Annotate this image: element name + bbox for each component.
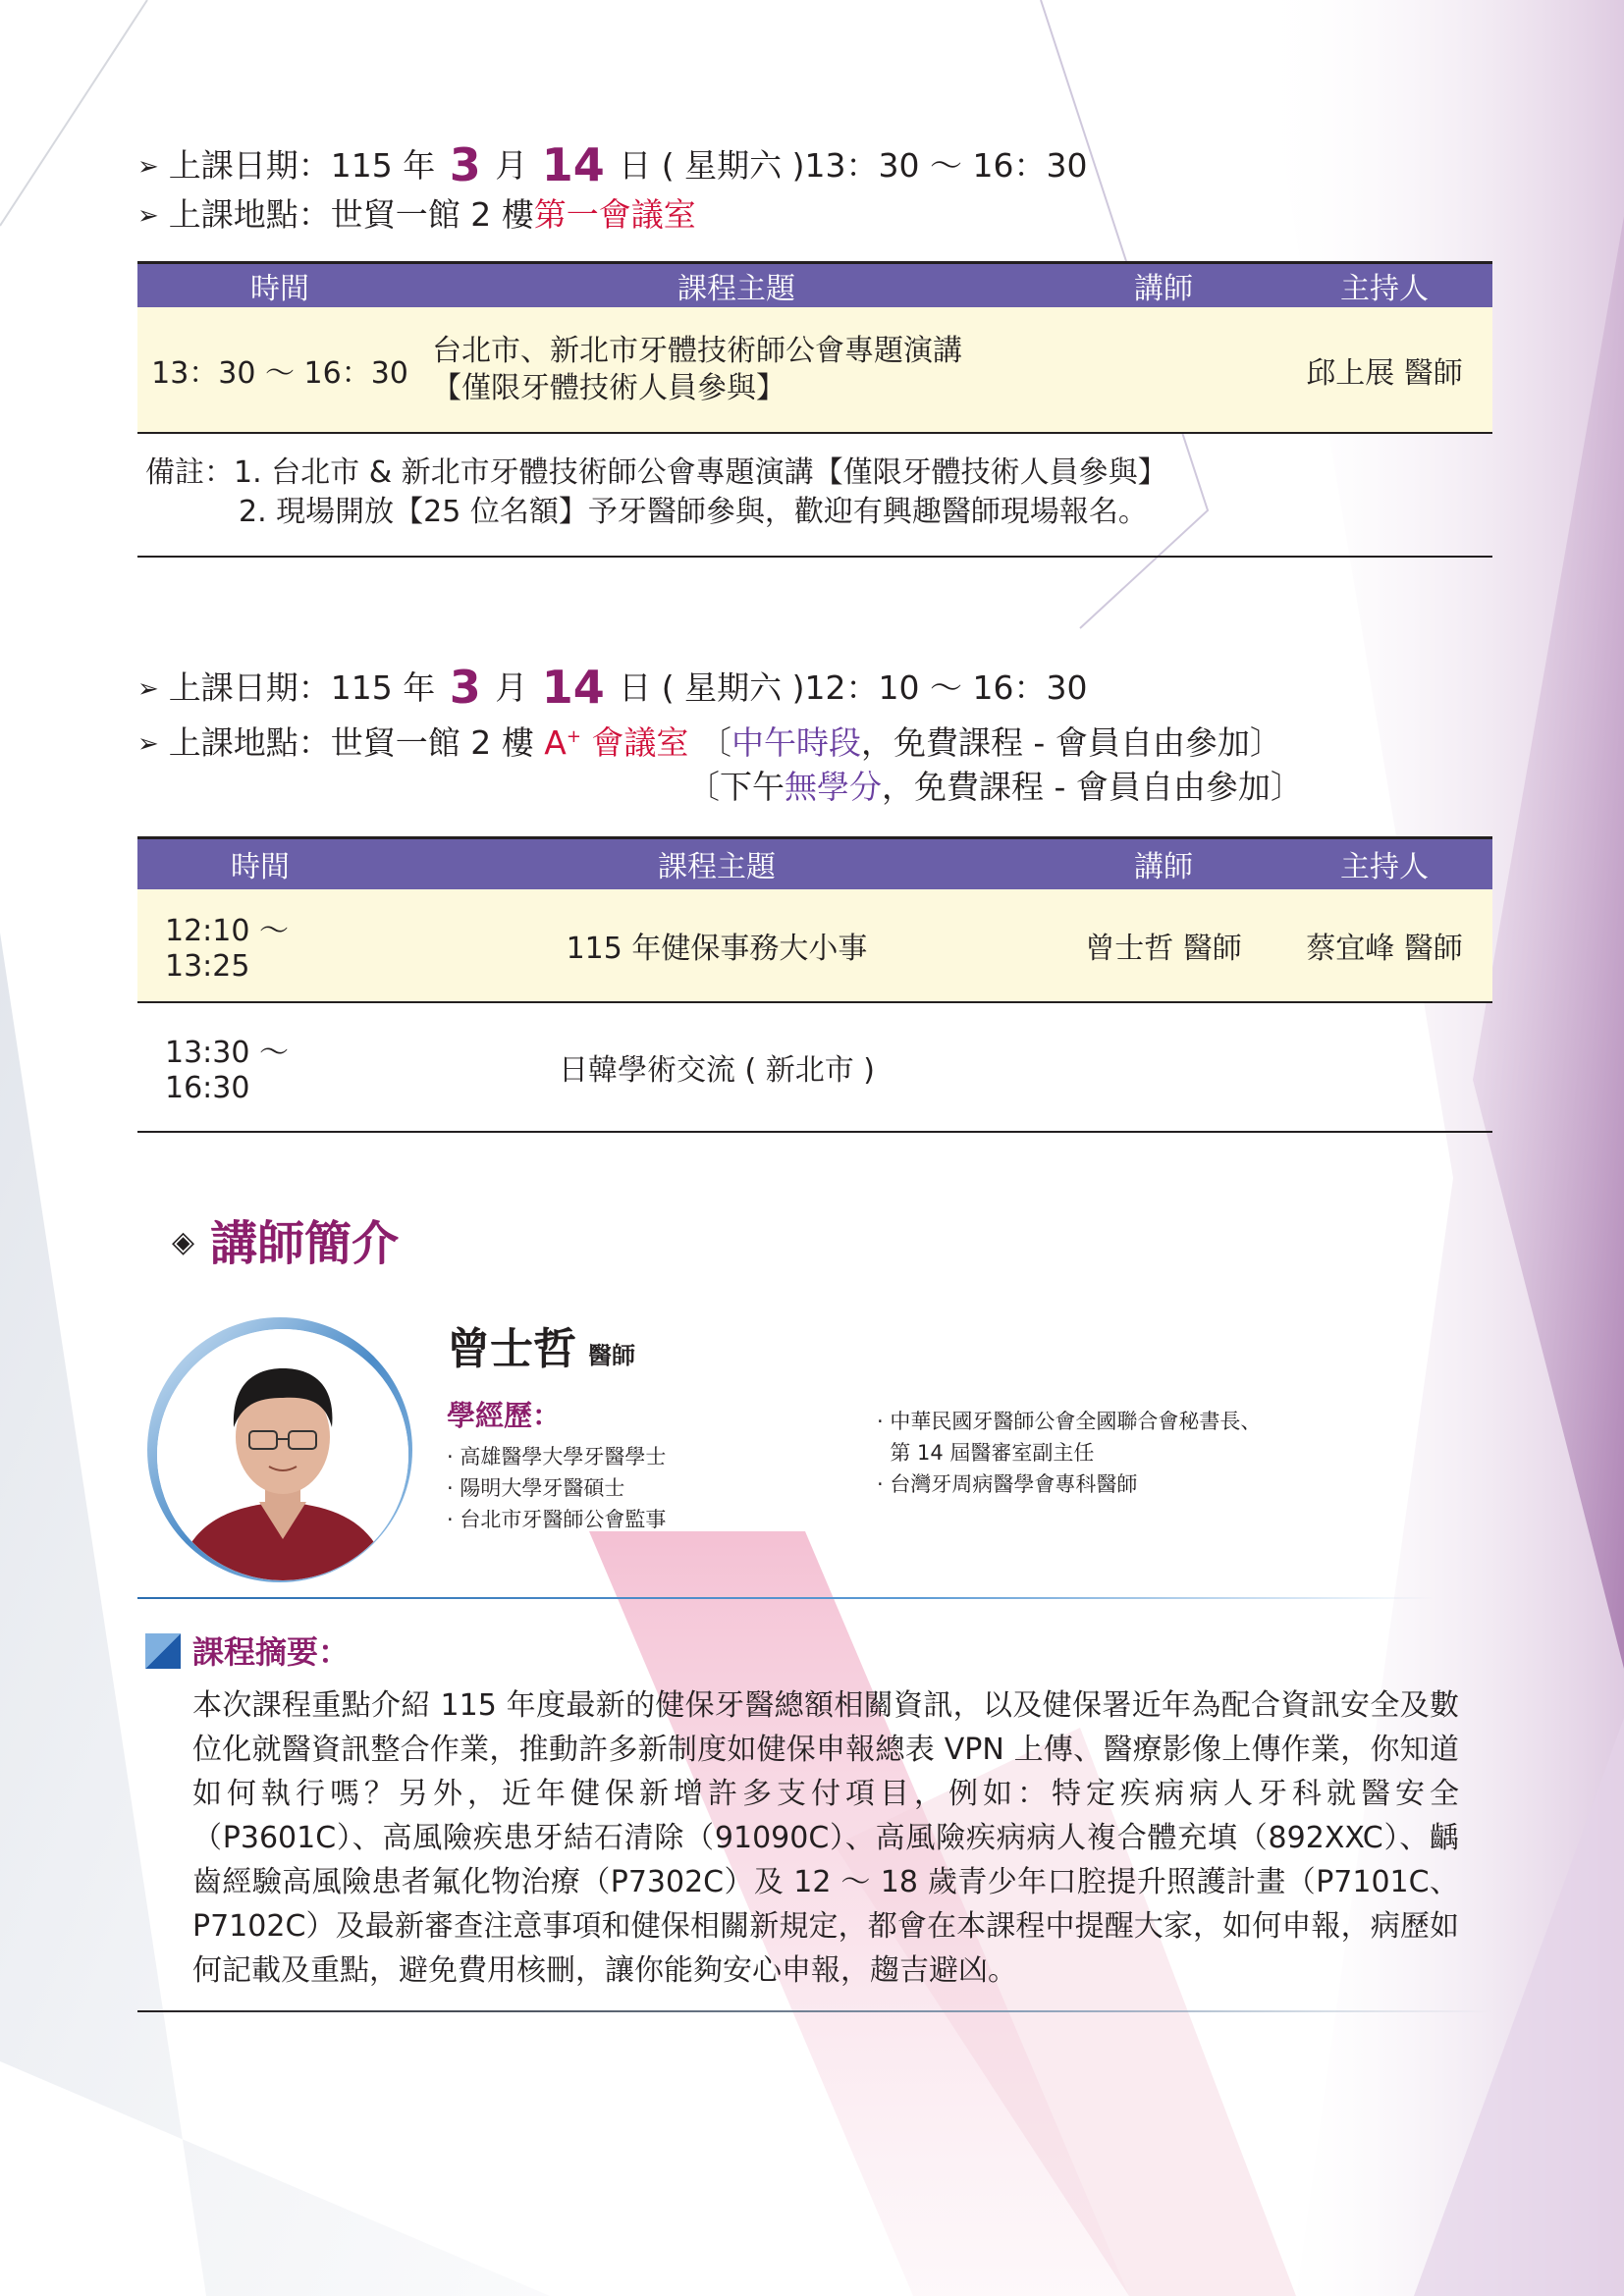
date-prefix: 上課日期：115 年 <box>168 146 446 185</box>
experience-list-left <box>447 1441 666 1535</box>
date-mid: 月 <box>484 668 538 707</box>
room-superscript: + <box>566 726 581 747</box>
date-day: 14 <box>541 138 605 191</box>
speaker-section-title <box>172 1205 399 1273</box>
table-row <box>137 889 1492 1002</box>
session1-schedule-table <box>137 261 1492 434</box>
end-divider <box>137 2010 1492 2012</box>
speaker-divider <box>137 1597 1434 1599</box>
note-line: 備註：1. 台北市 & 新北市牙體技術師公會專題演講【僅限牙體技術人員參與】 <box>145 455 1167 490</box>
session2-schedule-table <box>137 836 1492 1133</box>
square-bullet-icon <box>145 1633 181 1669</box>
session2-place <box>137 715 1282 767</box>
date-suffix: 日 ( 星期六 )12：10 ～ 16：30 <box>608 668 1088 707</box>
col-header-speaker: 講師 <box>1051 838 1276 889</box>
col-header-time: 時間 <box>137 838 383 889</box>
arrow-bullet-icon: ➢ <box>137 729 159 759</box>
note-highlight: 無學分 <box>785 768 882 806</box>
abstract-heading-text: 課程摘要： <box>192 1633 351 1671</box>
cell-time: 12:10 ～ 13:25 <box>137 889 383 1002</box>
list-item: · 台灣牙周病醫學會專科醫師 <box>877 1472 1138 1496</box>
session1-note <box>145 454 1167 532</box>
col-header-topic: 課程主題 <box>422 263 1051 308</box>
cell-speaker: 曾士哲 醫師 <box>1051 889 1276 1002</box>
session1-date <box>137 138 1088 191</box>
col-header-host: 主持人 <box>1276 263 1492 308</box>
section-title-text: 講師簡介 <box>210 1216 400 1271</box>
session2-date <box>137 661 1088 714</box>
note-text: 〔下午 <box>687 768 785 806</box>
list-item: · 高雄醫學大學牙醫學士 <box>447 1445 667 1468</box>
room-letter: A <box>544 723 567 762</box>
speaker-name-text: 曾士哲 <box>447 1324 576 1374</box>
session2-place-note <box>687 765 1303 810</box>
date-prefix: 上課日期：115 年 <box>168 668 446 707</box>
cell-host: 邱上展 醫師 <box>1276 307 1492 433</box>
col-header-time: 時間 <box>137 263 422 308</box>
note-highlight: 中午時段 <box>731 723 861 762</box>
table-header-row <box>137 838 1492 889</box>
cell-topic: 日韓學術交流 ( 新北市 ) <box>383 1002 1051 1132</box>
experience-list-right <box>877 1406 1261 1500</box>
cell-speaker <box>1051 307 1276 433</box>
col-header-host: 主持人 <box>1276 838 1492 889</box>
col-header-speaker: 講師 <box>1051 263 1276 308</box>
cell-time: 13:30 ～ 16:30 <box>137 1002 383 1132</box>
place-prefix: 上課地點：世貿一館 2 樓 <box>168 195 534 234</box>
note-text: ，免費課程 - 會員自由參加〕 <box>882 768 1303 806</box>
date-month: 3 <box>449 138 481 191</box>
list-item: · 陽明大學牙醫碩士 <box>447 1476 625 1500</box>
speaker-name <box>447 1313 635 1376</box>
date-day: 14 <box>541 661 605 714</box>
note-text: ，免費課程 - 會員自由參加〕 <box>860 723 1282 762</box>
experience-label: 學經歷： <box>447 1399 562 1432</box>
cell-time: 13：30 ～ 16：30 <box>137 307 422 433</box>
col-header-topic: 課程主題 <box>383 838 1051 889</box>
speaker-title: 醫師 <box>588 1342 635 1369</box>
list-item: · 中華民國牙醫師公會全國聯合會秘書長、 <box>877 1410 1262 1433</box>
cell-host <box>1276 1002 1492 1132</box>
section-divider <box>137 556 1492 558</box>
place-prefix: 上課地點：世貿一館 2 樓 <box>168 723 545 762</box>
date-mid: 月 <box>484 146 538 185</box>
note-bracket: 〔 <box>698 723 731 762</box>
cell-speaker <box>1051 1002 1276 1132</box>
place-room <box>544 723 688 762</box>
diamond-bullet-icon: ◈ <box>172 1225 195 1259</box>
list-item: · 台北市牙醫師公會監事 <box>447 1508 667 1531</box>
speaker-portrait-icon <box>157 1329 408 1580</box>
room-name: 會議室 <box>580 723 689 762</box>
cell-topic: 115 年健保事務大小事 <box>383 889 1051 1002</box>
abstract-text: 本次課程重點介紹 115 年度最新的健保牙醫總額相關資訊，以及健保署近年為配合資訊安全及數位化就醫資訊整合作業，推動許多新制度如健保申報總表 VPN 上傳、醫療影像上傳作業，你知道如何執行嗎？另外，近年健保新增許多支付項目，例如：特定疾病病人牙科就醫安全（P3601C）、高風險疾患牙結石清除（91090C）、高風險疾病病人複合體充填（892XXC）、齲齒經驗高風險患者氟化物治療（P7302C）及 12 ～ 18 歲青少年口腔提升照護計畫（P7101C、P7102C）及最新審查注意事項和健保相關新規定，都會在本課程中提醒大家，如何申報，病歷如何記載及重點，避免費用核刪，讓你能夠安心申報，趨吉避凶。 <box>192 1688 1459 1988</box>
topic-line: 台北市、新北市牙體技術師公會專題演講 <box>432 333 962 368</box>
arrow-bullet-icon: ➢ <box>137 674 159 704</box>
note-line: 2. 現場開放【25 位名額】予牙醫師參與，歡迎有興趣醫師現場報名。 <box>239 495 1148 529</box>
cell-topic <box>422 307 1051 433</box>
list-item: 第 14 屆醫審室副主任 <box>877 1441 1095 1465</box>
speaker-photo <box>157 1329 408 1580</box>
place-room: 第一會議室 <box>533 195 696 234</box>
session1-place <box>137 192 696 239</box>
date-suffix: 日 ( 星期六 )13：30 ～ 16：30 <box>608 146 1088 185</box>
topic-line: 【僅限牙體技術人員參與】 <box>432 370 785 405</box>
table-row <box>137 1002 1492 1132</box>
table-header-row <box>137 263 1492 308</box>
arrow-bullet-icon: ➢ <box>137 152 159 182</box>
date-month: 3 <box>449 661 481 714</box>
cell-host: 蔡宜峰 醫師 <box>1276 889 1492 1002</box>
abstract-heading <box>145 1628 350 1673</box>
arrow-bullet-icon: ➢ <box>137 201 159 231</box>
table-row <box>137 307 1492 433</box>
